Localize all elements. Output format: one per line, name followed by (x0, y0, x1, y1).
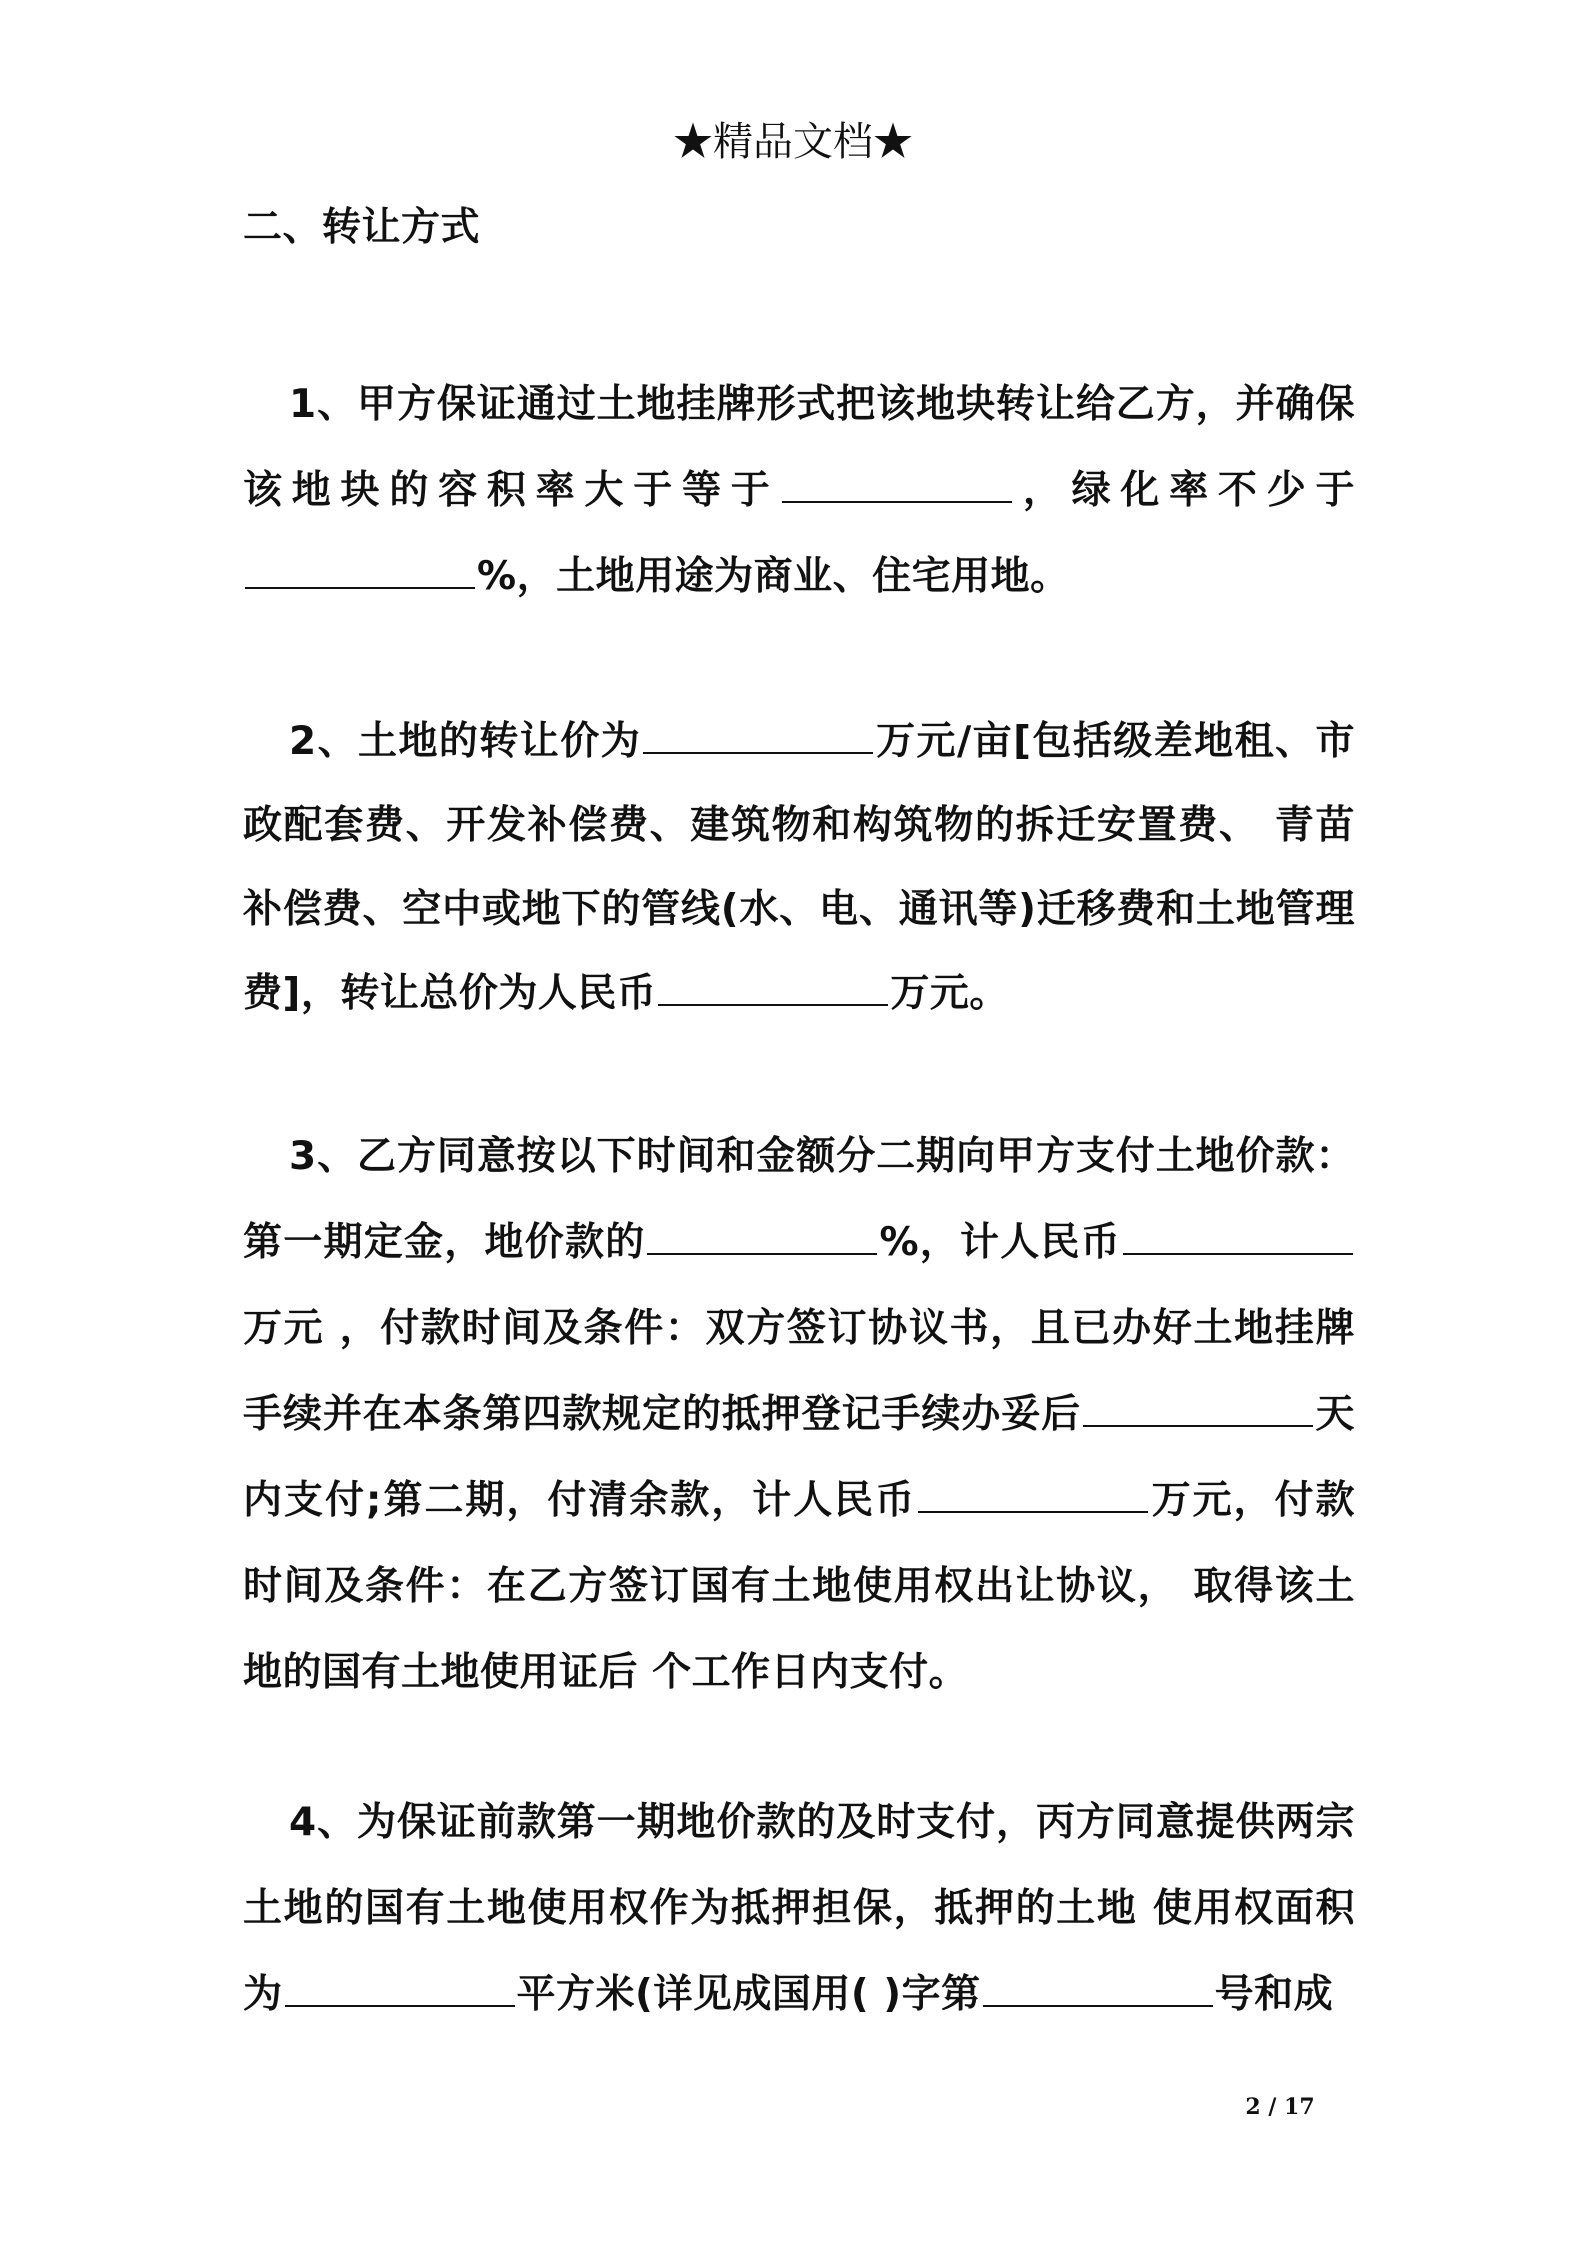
paragraph-3 (243, 1114, 1355, 1716)
p1-text-c: %，土地用途为商业、住宅用地。 (477, 554, 1070, 599)
p2-text-c: 万元。 (890, 971, 1009, 1016)
blank-field (658, 974, 888, 1006)
p3-text-e: 万元，付款时间及条件：在乙方签订国有土地使用权出让协议， 取得该土地的国有土地使用证后 个工作日内支付。 (243, 1478, 1355, 1695)
blank-field (285, 1975, 515, 2007)
p2-text-a: 2、土地的转让价为 (289, 719, 642, 764)
document-header: ★精品文档★ (673, 119, 913, 165)
p1-text-a: 1、甲方保证通过土地挂牌形式把该地块转让给乙方，并确保该地块的容积率大于等于 (243, 382, 1355, 513)
blank-field (1123, 1223, 1353, 1255)
blank-field (918, 1481, 1148, 1513)
paragraph-1 (243, 362, 1355, 620)
blank-field (983, 1975, 1213, 2007)
p2-text-b: 万元/亩[包括级差地租、市政配套费、开发补偿费、建筑物和构筑物的拆迁安置费、 青苗补偿费、空中或地下的管线(水、电、通讯等)迁移费和土地管理费]，转让总价为人民币 (243, 719, 1355, 1016)
blank-field (643, 722, 873, 754)
p3-text-c: 万元 ，付款时间及条件：双方签订协议书，且已办好土地挂牌手续并在本条第四款规定的抵押登记手续办妥后 (243, 1306, 1355, 1437)
page-number: 2 / 17 (1245, 2094, 1315, 2120)
blank-field (782, 471, 1012, 503)
p4-text-a: 4、为保证前款第一期地价款的及时支付，丙方同意提供两宗土地的国有土地使用权作为抵押担保，抵押的土地 使用权面积为 (243, 1800, 1355, 2017)
blank-field (245, 557, 475, 589)
p4-text-c: 号和成 (1214, 1972, 1334, 2017)
paragraph-4 (243, 1780, 1355, 2038)
p3-text-d: 天内支付;第二期，付清余款，计人民币 (243, 1392, 1355, 1523)
p3-text-a: 3、乙方同意按以下时间和金额分二期向甲方支付土地价款：第一期定金，地价款的 (243, 1134, 1355, 1265)
p1-text-b: ，绿化率不少于 (1013, 468, 1355, 513)
section-title: 二、转让方式 (243, 205, 481, 250)
p3-text-b: %，计人民币 (879, 1220, 1121, 1265)
p4-text-b: 平方米(详见成国用( )字第 (516, 1972, 981, 2017)
blank-field (1083, 1395, 1313, 1427)
blank-field (647, 1223, 877, 1255)
paragraph-2 (243, 700, 1355, 1036)
